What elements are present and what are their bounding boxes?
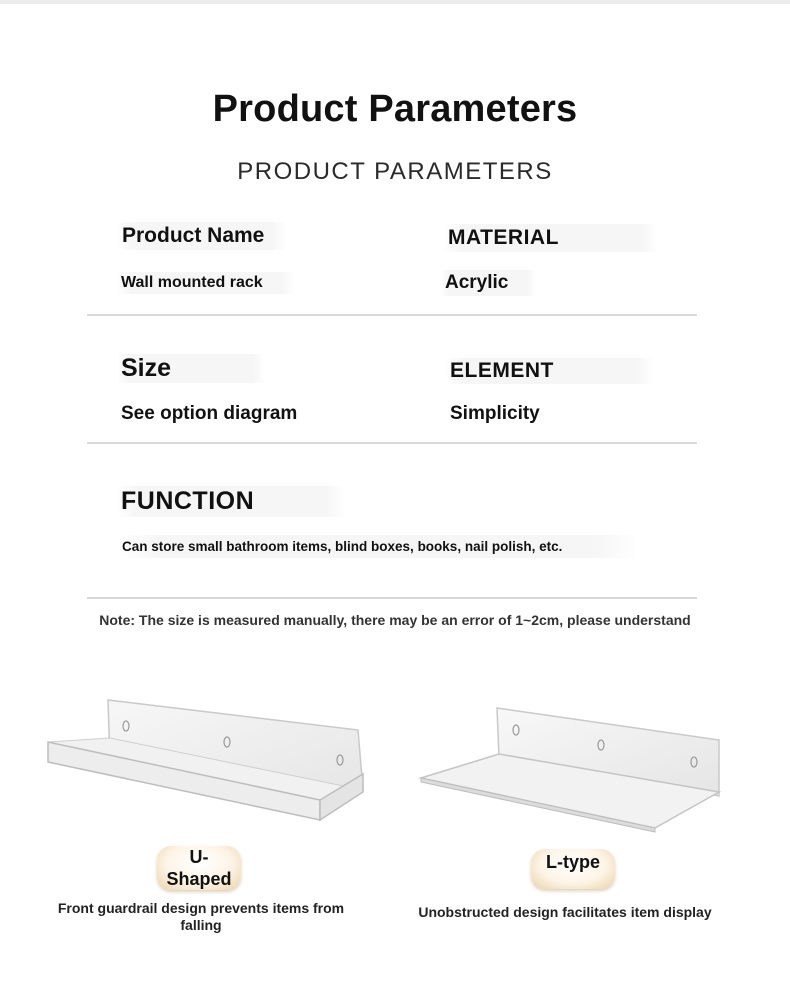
size-value: See option diagram [121,403,298,424]
function-value: Can store small bathroom items, blind boxes, books, nail polish, etc. [118,535,638,558]
u-shaped-description: Front guardrail design prevents items from falling [57,900,345,933]
divider-3 [87,597,697,599]
size-label: Size [117,354,265,383]
top-border [0,0,790,4]
element-label: ELEMENT [446,358,654,384]
element-value: Simplicity [450,403,540,424]
product-name-label: Product Name [118,222,286,250]
l-type-description: Unobstructed design facilitates item display [418,904,712,920]
divider-2 [87,442,697,444]
function-label: FUNCTION [117,486,345,517]
l-type-badge: L-type [531,849,615,889]
page-title: Product Parameters [212,88,578,130]
size-note: Note: The size is measured manually, there may be an error of 1~2cm, please understand [99,612,691,628]
l-type-shelf-image [415,700,725,835]
u-shaped-shelf-image [40,690,375,830]
u-shaped-badge: U- Shaped [157,846,241,890]
divider-1 [87,314,697,316]
material-label: MATERIAL [444,224,658,252]
product-name-value: Wall mounted rack [117,272,295,294]
material-value: Acrylic [441,270,535,296]
page-subtitle: PRODUCT PARAMETERS [237,158,553,185]
